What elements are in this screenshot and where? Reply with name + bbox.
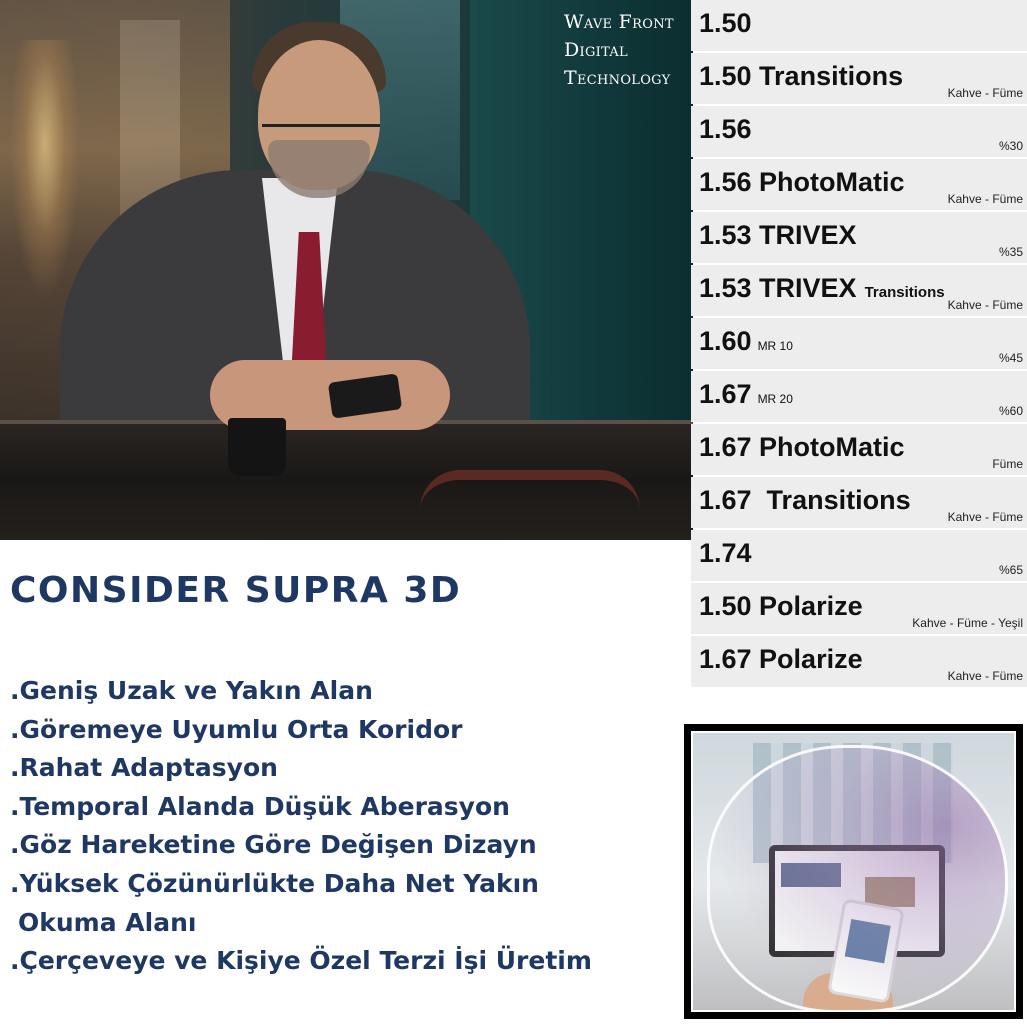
lens-note: Kahve - Füme xyxy=(947,192,1023,206)
lens-row xyxy=(691,53,1027,104)
feature-item: .Göz Hareketine Göre Değişen Dizayn xyxy=(10,830,537,860)
lens-row xyxy=(691,212,1027,263)
lens-row xyxy=(691,106,1027,157)
lens-row xyxy=(691,636,1027,687)
feature-item: .Yüksek Çözünürlükte Daha Net Yakın xyxy=(10,868,539,898)
lens-note: %30 xyxy=(998,139,1023,153)
feature-item: .Çerçeveye ve Kişiye Özel Terzi İşi Üretim xyxy=(10,946,592,976)
lens-note: Kahve - Füme xyxy=(947,510,1023,524)
lens-material: MR 20 xyxy=(757,392,793,406)
feature-list xyxy=(10,672,670,981)
wavefront-caption xyxy=(564,8,689,92)
wavefront-line-3: Technology xyxy=(564,67,671,89)
lens-row xyxy=(691,159,1027,210)
product-title: CONSIDER SUPRA 3D xyxy=(10,570,462,611)
lens-name: 1.67 Transitions xyxy=(699,485,911,515)
feature-item: Okuma Alanı xyxy=(18,907,197,937)
lens-outline xyxy=(707,745,1008,1012)
lens-name: 1.50 xyxy=(699,8,752,38)
lens-row xyxy=(691,583,1027,634)
lens-note: %65 xyxy=(998,563,1023,577)
lens-name: 1.50 Polarize xyxy=(699,591,863,621)
lens-note: Kahve - Füme xyxy=(947,86,1023,100)
chair xyxy=(420,470,640,540)
feature-item: .Göremeye Uyumlu Orta Koridor xyxy=(10,714,463,744)
lens-name: 1.53 TRIVEX Transitions xyxy=(699,273,945,303)
feature-item: .Rahat Adaptasyon xyxy=(10,753,278,783)
lens-name: 1.67 Polarize xyxy=(699,644,863,674)
lens-note: Kahve - Füme xyxy=(947,669,1023,683)
lens-note: %60 xyxy=(998,404,1023,418)
lens-material: MR 10 xyxy=(757,339,793,353)
lens-name: 1.74 xyxy=(699,538,752,568)
lens-index-list xyxy=(691,0,1027,689)
eyeglasses xyxy=(262,124,380,155)
lens-name: 1.50 Transitions xyxy=(699,61,904,91)
lens-note: %35 xyxy=(998,245,1023,259)
lens-view-image-frame xyxy=(684,724,1023,1019)
feature-item: .Temporal Alanda Düşük Aberasyon xyxy=(10,791,510,821)
lens-name: 1.53 TRIVEX xyxy=(699,220,857,250)
lens-row xyxy=(691,477,1027,528)
lens-view-image xyxy=(691,731,1016,1012)
lens-name: 1.67 PhotoMatic xyxy=(699,432,905,462)
lens-name: 1.60 MR 10 xyxy=(699,326,793,356)
wavefront-line-2: Digital xyxy=(564,39,628,61)
lens-row xyxy=(691,371,1027,422)
coffee-cup xyxy=(228,418,286,476)
lens-sub-label: Transitions xyxy=(864,284,945,301)
lens-note: Füme xyxy=(992,457,1023,471)
lens-row xyxy=(691,424,1027,475)
lens-name: 1.56 PhotoMatic xyxy=(699,167,905,197)
lens-name: 1.56 xyxy=(699,114,752,144)
wavefront-line-1: Wave Front xyxy=(564,11,674,33)
lens-row xyxy=(691,318,1027,369)
feature-item: .Geniş Uzak ve Yakın Alan xyxy=(10,676,373,705)
lens-row xyxy=(691,530,1027,581)
lens-name: 1.67 MR 20 xyxy=(699,379,793,409)
lens-note: %45 xyxy=(998,351,1023,365)
lens-row xyxy=(691,0,1027,51)
lens-note: Kahve - Füme - Yeşil xyxy=(912,616,1023,630)
lens-row xyxy=(691,265,1027,316)
lens-note: Kahve - Füme xyxy=(947,298,1023,312)
